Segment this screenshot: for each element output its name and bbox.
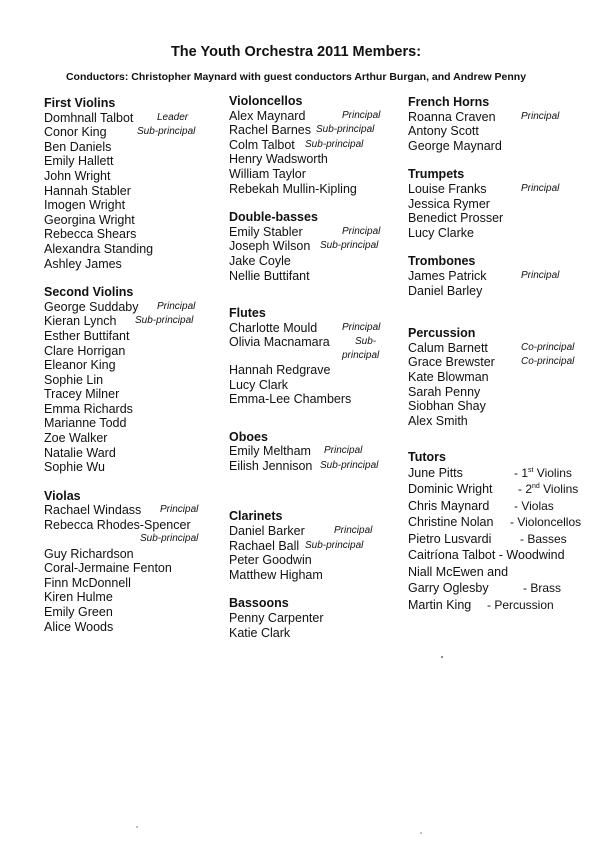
tutor-role: - Violas xyxy=(514,498,554,513)
member-name: Emma-Lee Chambers xyxy=(229,392,352,407)
list-item xyxy=(408,498,592,515)
member-name: Olivia Macnamara xyxy=(229,335,330,350)
section-heading: Tutors xyxy=(408,450,446,465)
list-item xyxy=(44,561,224,576)
list-item xyxy=(44,620,224,635)
member-name: Clare Horrigan xyxy=(44,343,126,358)
list-item xyxy=(44,257,224,272)
list-item xyxy=(44,547,224,562)
tutor-name: Caitríona Talbot - Woodwind xyxy=(408,548,565,563)
member-name: Rachael Windass xyxy=(44,503,142,518)
tutor-name: Chris Maynard xyxy=(408,498,490,513)
list-item xyxy=(229,321,407,336)
member-role: Principal xyxy=(521,269,560,281)
scan-speck xyxy=(420,832,422,834)
list-item xyxy=(44,111,224,126)
list-item xyxy=(44,198,224,213)
tutor-name: Dominic Wright xyxy=(408,482,493,497)
list-item xyxy=(408,197,592,212)
list-item xyxy=(408,269,592,284)
member-name: Sophie Wu xyxy=(44,460,105,475)
list-item xyxy=(408,211,592,226)
list-item xyxy=(44,227,224,242)
member-role: Co-principal xyxy=(521,356,575,368)
list-item xyxy=(44,431,224,446)
list-item xyxy=(44,154,224,169)
tutor-role-text: Violins xyxy=(533,465,572,480)
member-name: Kiren Hulme xyxy=(44,590,113,605)
section-heading: Violas xyxy=(44,488,81,503)
member-name: Sophie Lin xyxy=(44,372,104,387)
list-item xyxy=(229,378,407,393)
member-name: Jake Coyle xyxy=(229,253,291,268)
tutor-role xyxy=(518,481,578,498)
section-french-horns xyxy=(408,95,592,153)
list-item xyxy=(44,576,224,591)
member-name: Esther Buttifant xyxy=(44,328,130,343)
section-clarinets xyxy=(229,509,407,582)
member-name: Matthew Higham xyxy=(229,567,323,582)
scan-speck xyxy=(136,826,138,828)
list-item xyxy=(44,125,224,140)
member-name: Charlotte Mould xyxy=(229,320,318,335)
list-item xyxy=(229,239,407,254)
list-item xyxy=(408,370,592,385)
list-item xyxy=(44,503,224,518)
member-name: William Taylor xyxy=(229,166,306,181)
member-role: Sub-principal xyxy=(137,126,196,138)
member-role: Sub-principal xyxy=(316,124,375,136)
list-item xyxy=(408,385,592,400)
scan-speck xyxy=(441,656,443,658)
section-heading: Oboes xyxy=(229,429,268,444)
list-item xyxy=(229,444,407,459)
list-item xyxy=(44,605,224,620)
tutor-role-text: - 1 xyxy=(514,465,529,480)
member-name: Roanna Craven xyxy=(408,109,496,124)
member-name: Kate Blowman xyxy=(408,369,489,384)
section-percussion xyxy=(408,326,592,428)
member-name: Louise Franks xyxy=(408,181,487,196)
list-item xyxy=(408,481,592,498)
member-name: Penny Carpenter xyxy=(229,611,324,626)
member-name: Rebecca Rhodes-Spencer xyxy=(44,518,191,533)
member-role: Principal xyxy=(342,321,381,333)
list-item xyxy=(44,213,224,228)
member-name: Ashley James xyxy=(44,256,122,271)
list-item xyxy=(408,226,592,241)
member-name: Lucy Clarke xyxy=(408,225,474,240)
member-name: Alice Woods xyxy=(44,619,114,634)
member-name: Siobhan Shay xyxy=(408,399,486,414)
column-3 xyxy=(408,95,592,613)
member-name: Guy Richardson xyxy=(44,546,134,561)
member-name: Domhnall Talbot xyxy=(44,110,134,125)
member-name: Marianne Todd xyxy=(44,416,127,431)
tutor-role-text: - 2 xyxy=(518,482,533,497)
column-2 xyxy=(229,94,407,640)
list-item xyxy=(44,358,224,373)
member-name: Rachael Ball xyxy=(229,538,300,553)
member-role: Principal xyxy=(160,504,199,516)
member-name: Tracey Milner xyxy=(44,387,120,402)
member-name: Finn McDonnell xyxy=(44,575,131,590)
conductors-line: Conductors: Christopher Maynard with guest conductors Arthur Burgan, and Andrew Penny xyxy=(65,71,527,83)
member-role: Co-principal xyxy=(521,341,575,353)
member-name: James Patrick xyxy=(408,268,487,283)
list-item xyxy=(229,167,407,182)
list-item xyxy=(44,140,224,155)
list-item xyxy=(229,182,407,197)
list-item xyxy=(408,597,592,614)
member-name: Imogen Wright xyxy=(44,198,126,213)
member-name: Emily Meltham xyxy=(229,444,311,459)
member-name: Alex Smith xyxy=(408,413,468,428)
member-role: Sub-principal xyxy=(305,539,364,551)
list-item xyxy=(44,373,224,388)
tutor-role-text: Violins xyxy=(539,482,579,497)
member-name: John Wright xyxy=(44,168,111,183)
list-item xyxy=(44,518,224,533)
list-item xyxy=(44,329,224,344)
member-name: Coral-Jermaine Fenton xyxy=(44,561,172,576)
member-name: Conor King xyxy=(44,125,107,140)
list-item xyxy=(408,514,592,531)
member-name: Grace Brewster xyxy=(408,355,495,370)
member-name: Emily Green xyxy=(44,605,113,619)
section-violas xyxy=(44,489,224,634)
member-name: Eilish Jennison xyxy=(229,458,313,473)
member-role: Sub-principal xyxy=(135,315,194,327)
list-item xyxy=(229,225,407,240)
section-oboes xyxy=(229,430,407,474)
member-role: Sub-principal xyxy=(320,459,379,471)
tutor-name: Martin King xyxy=(408,597,472,612)
list-item xyxy=(408,399,592,414)
member-role: principal xyxy=(342,349,380,361)
list-item xyxy=(408,124,592,139)
list-item xyxy=(44,314,224,329)
member-name: Rebekah Mullin-Kipling xyxy=(229,181,357,196)
section-heading: Violoncellos xyxy=(229,94,303,108)
member-name: Ben Daniels xyxy=(44,139,112,154)
list-item xyxy=(408,414,592,429)
member-name: Hannah Redgrave xyxy=(229,362,331,377)
list-item xyxy=(229,568,407,583)
member-name: Joseph Wilson xyxy=(229,239,311,254)
member-name: Benedict Prosser xyxy=(408,211,504,226)
list-item xyxy=(408,355,592,370)
list-item xyxy=(408,139,592,154)
tutor-role xyxy=(514,465,572,482)
member-name: Rebecca Shears xyxy=(44,227,137,242)
member-role: Principal xyxy=(334,525,373,537)
list-item xyxy=(229,459,407,474)
member-name: Colm Talbot xyxy=(229,137,295,152)
tutor-name: Garry Oglesby xyxy=(408,581,489,596)
member-role: Leader xyxy=(157,111,189,123)
section-first-violins xyxy=(44,96,224,271)
member-name: Hannah Stabler xyxy=(44,183,131,198)
column-1 xyxy=(44,96,224,634)
list-item xyxy=(229,335,407,350)
tutor-name: Christine Nolan xyxy=(408,515,494,530)
section-bassoons xyxy=(229,596,407,640)
member-name: Daniel Barker xyxy=(229,524,305,539)
list-item xyxy=(44,184,224,199)
section-trumpets xyxy=(408,167,592,240)
member-name: Emma Richards xyxy=(44,401,133,416)
list-item xyxy=(408,182,592,197)
list-item xyxy=(44,387,224,402)
member-role: Sub-principal xyxy=(305,138,364,150)
section-violoncellos xyxy=(229,94,407,196)
list-item xyxy=(44,402,224,417)
list-item xyxy=(44,300,224,315)
member-role: Principal xyxy=(342,225,381,237)
member-name: Henry Wadsworth xyxy=(229,152,328,167)
list-item xyxy=(229,109,407,124)
list-item xyxy=(229,626,407,641)
list-item xyxy=(44,416,224,431)
ordinal-suffix: st xyxy=(528,466,534,474)
member-name: George Maynard xyxy=(408,138,502,153)
list-item xyxy=(408,547,592,564)
member-role: Principal xyxy=(521,110,560,122)
list-item xyxy=(44,460,224,475)
member-role: Principal xyxy=(157,300,196,312)
list-item xyxy=(44,590,224,605)
member-name: Emily Hallett xyxy=(44,154,114,169)
section-heading: Percussion xyxy=(408,326,476,341)
section-second-violins xyxy=(44,285,224,475)
list-item xyxy=(229,138,407,153)
list-item xyxy=(229,392,407,407)
section-heading: Trumpets xyxy=(408,167,465,182)
section-trombones xyxy=(408,254,592,298)
list-item xyxy=(229,539,407,554)
list-item xyxy=(229,269,407,284)
ordinal-suffix: nd xyxy=(532,483,540,491)
list-item xyxy=(408,284,592,299)
member-name: Rachel Barnes xyxy=(229,123,311,138)
list-item xyxy=(229,611,407,626)
list-item xyxy=(408,580,592,597)
list-item xyxy=(229,553,407,568)
member-name: Emily Stabler xyxy=(229,224,303,239)
list-item xyxy=(44,242,224,257)
tutor-name: Pietro Lusvardi xyxy=(408,531,492,546)
tutor-name: June Pitts xyxy=(408,465,463,480)
list-item xyxy=(229,524,407,539)
list-item xyxy=(408,341,592,356)
member-role: Principal xyxy=(342,109,381,121)
member-name: Nellie Buttifant xyxy=(229,268,310,283)
tutor-role: - Percussion xyxy=(487,597,554,612)
member-name: Eleanor King xyxy=(44,358,116,373)
list-item xyxy=(229,363,407,378)
tutor-role: - Violoncellos xyxy=(510,515,582,530)
list-item xyxy=(44,344,224,359)
member-name: Jessica Rymer xyxy=(408,196,490,211)
member-name: Georgina Wright xyxy=(44,212,135,227)
member-name: Antony Scott xyxy=(408,124,479,139)
list-item xyxy=(408,531,592,548)
member-name: Natalie Ward xyxy=(44,445,116,460)
list-item xyxy=(408,465,592,482)
member-name: Calum Barnett xyxy=(408,340,488,355)
member-name: Alexandra Standing xyxy=(44,241,154,256)
section-heading: Bassoons xyxy=(229,596,289,611)
member-name: Peter Goodwin xyxy=(229,553,312,568)
section-heading: Double-basses xyxy=(229,210,318,225)
member-role: Sub-principal xyxy=(320,240,379,252)
list-item xyxy=(408,564,592,581)
section-heading: Clarinets xyxy=(229,509,283,524)
page-title: The Youth Orchestra 2011 Members: xyxy=(170,44,422,60)
list-item xyxy=(44,169,224,184)
section-heading: Trombones xyxy=(408,254,476,269)
list-item xyxy=(44,446,224,461)
member-name: Sarah Penny xyxy=(408,384,481,399)
tutor-role: - Basses xyxy=(520,531,567,546)
tutor-role: - Brass xyxy=(523,581,562,596)
section-heading: Flutes xyxy=(229,306,266,321)
member-name: Daniel Barley xyxy=(408,283,483,298)
member-name: Kieran Lynch xyxy=(44,314,117,329)
list-item xyxy=(408,110,592,125)
section-heading: Second Violins xyxy=(44,285,134,300)
section-flutes xyxy=(229,306,407,407)
member-name: George Suddaby xyxy=(44,299,139,314)
section-heading: French Horns xyxy=(408,95,490,109)
tutor-name: Niall McEwen and xyxy=(408,564,509,579)
list-item xyxy=(229,254,407,269)
section-double-basses xyxy=(229,210,407,283)
member-role: Principal xyxy=(324,445,363,457)
member-name: Katie Clark xyxy=(229,625,291,640)
member-role: Sub- xyxy=(355,336,377,348)
section-tutors xyxy=(408,450,592,613)
list-item xyxy=(229,123,407,138)
section-heading: First Violins xyxy=(44,96,116,110)
member-role: Principal xyxy=(521,182,560,194)
member-name: Zoe Walker xyxy=(44,431,108,446)
member-name: Alex Maynard xyxy=(229,108,306,123)
member-role: Sub-principal xyxy=(140,532,199,544)
list-item xyxy=(229,152,407,167)
member-name: Lucy Clark xyxy=(229,377,289,392)
